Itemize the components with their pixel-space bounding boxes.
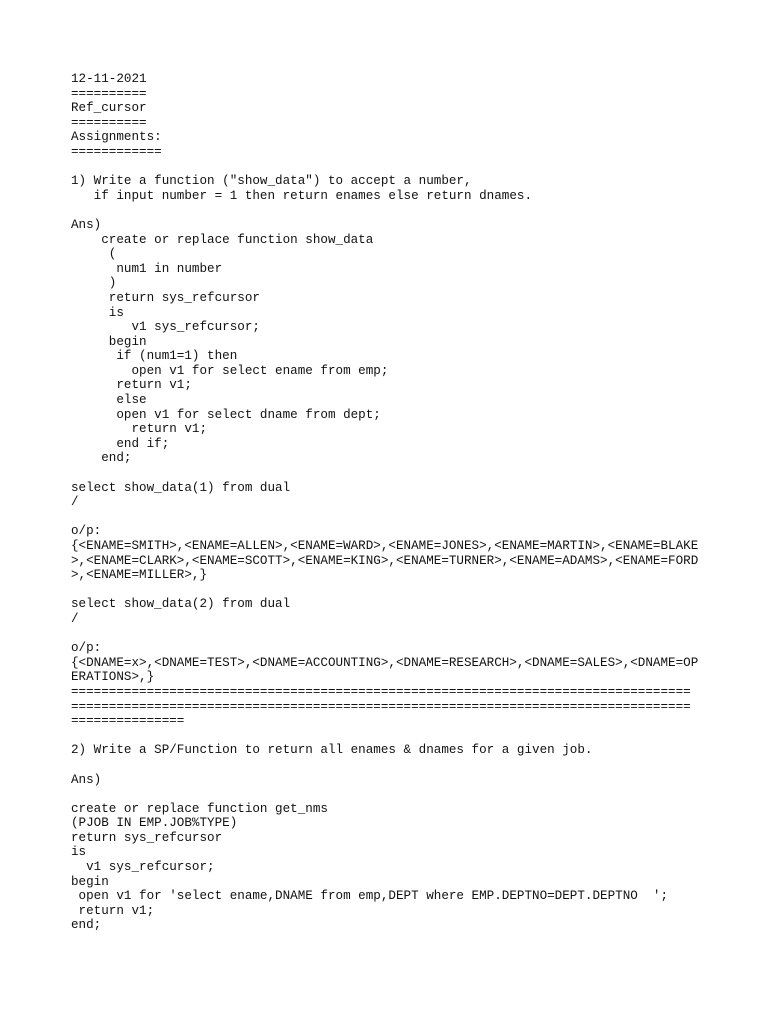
text-line: return v1; [71, 422, 208, 437]
text-line: end if; [71, 436, 170, 451]
text-line: ========== [71, 86, 147, 101]
text-line: 2) Write a SP/Function to return all enames & dnames for a given job. [71, 743, 593, 758]
text-line: return v1; [71, 378, 192, 393]
text-line: select show_data(2) from dual [71, 597, 291, 612]
text-line: 1) Write a function ("show_data") to accept a number, [71, 174, 472, 189]
text-line: Ref_cursor [71, 101, 147, 116]
text-line [71, 933, 711, 948]
text-line: ========== [71, 115, 147, 130]
text-line: {<DNAME=x>,<DNAME=TEST>,<DNAME=ACCOUNTING>,<DNAME=RESEARCH>,<DNAME=SALES>,<DNAME=OP [71, 655, 699, 670]
text-line: ================================================================================== [71, 699, 691, 714]
text-line: is [71, 305, 124, 320]
text-line: ( [71, 247, 117, 262]
text-line: is [71, 845, 87, 860]
text-line: >,<ENAME=CLARK>,<ENAME=SCOTT>,<ENAME=KING>,<ENAME=TURNER>,<ENAME=ADAMS>,<ENAME=FORD [71, 553, 699, 568]
text-line: return sys_refcursor [71, 290, 260, 305]
text-line: if input number = 1 then return enames else return dnames. [71, 188, 533, 203]
text-line [71, 583, 711, 598]
text-line: end; [71, 918, 102, 933]
text-line: >,<ENAME=MILLER>,} [71, 568, 208, 583]
text-line: open v1 for 'select ename,DNAME from emp,DEPT where EMP.DEPTNO=DEPT.DEPTNO '; [71, 889, 669, 904]
text-line: ERATIONS>,} [71, 670, 155, 685]
text-line [71, 160, 711, 175]
text-line: Ans) [71, 772, 102, 787]
text-line: Ans) [71, 217, 102, 232]
text-line: v1 sys_refcursor; [71, 860, 215, 875]
text-line: =============== [71, 714, 185, 729]
text-line [71, 203, 711, 218]
text-line: o/p: [71, 524, 102, 539]
text-line: ================================================================================== [71, 684, 691, 699]
text-line [71, 758, 711, 773]
text-line: begin [71, 874, 109, 889]
text-line: num1 in number [71, 261, 223, 276]
text-line: v1 sys_refcursor; [71, 320, 260, 335]
text-line: select show_data(1) from dual [71, 480, 291, 495]
text-line: (PJOB IN EMP.JOB%TYPE) [71, 816, 238, 831]
text-line: o/p: [71, 641, 102, 656]
text-line: ============ [71, 144, 162, 159]
document-page [71, 72, 711, 948]
text-line: open v1 for select dname from dept; [71, 407, 381, 422]
text-line [71, 729, 711, 744]
text-line: {<ENAME=SMITH>,<ENAME=ALLEN>,<ENAME=WARD>,<ENAME=JONES>,<ENAME=MARTIN>,<ENAME=BLAKE [71, 539, 699, 553]
text-line [71, 787, 711, 802]
text-line: create or replace function show_data [71, 232, 374, 247]
text-line: 12-11-2021 [71, 72, 147, 86]
text-line: else [71, 393, 147, 408]
text-line [71, 510, 711, 525]
text-line: ) [71, 276, 117, 291]
text-line: return v1; [71, 903, 155, 918]
text-line: if (num1=1) then [71, 349, 238, 364]
text-line: create or replace function get_nms [71, 801, 328, 816]
text-line: / [71, 611, 79, 626]
text-line [71, 627, 711, 642]
text-line: begin [71, 334, 147, 349]
text-line: / [71, 495, 79, 510]
text-line: end; [71, 451, 132, 466]
text-line [71, 466, 711, 481]
text-line: Assignments: [71, 130, 162, 145]
text-line: return sys_refcursor [71, 830, 223, 845]
text-line: open v1 for select ename from emp; [71, 363, 389, 378]
